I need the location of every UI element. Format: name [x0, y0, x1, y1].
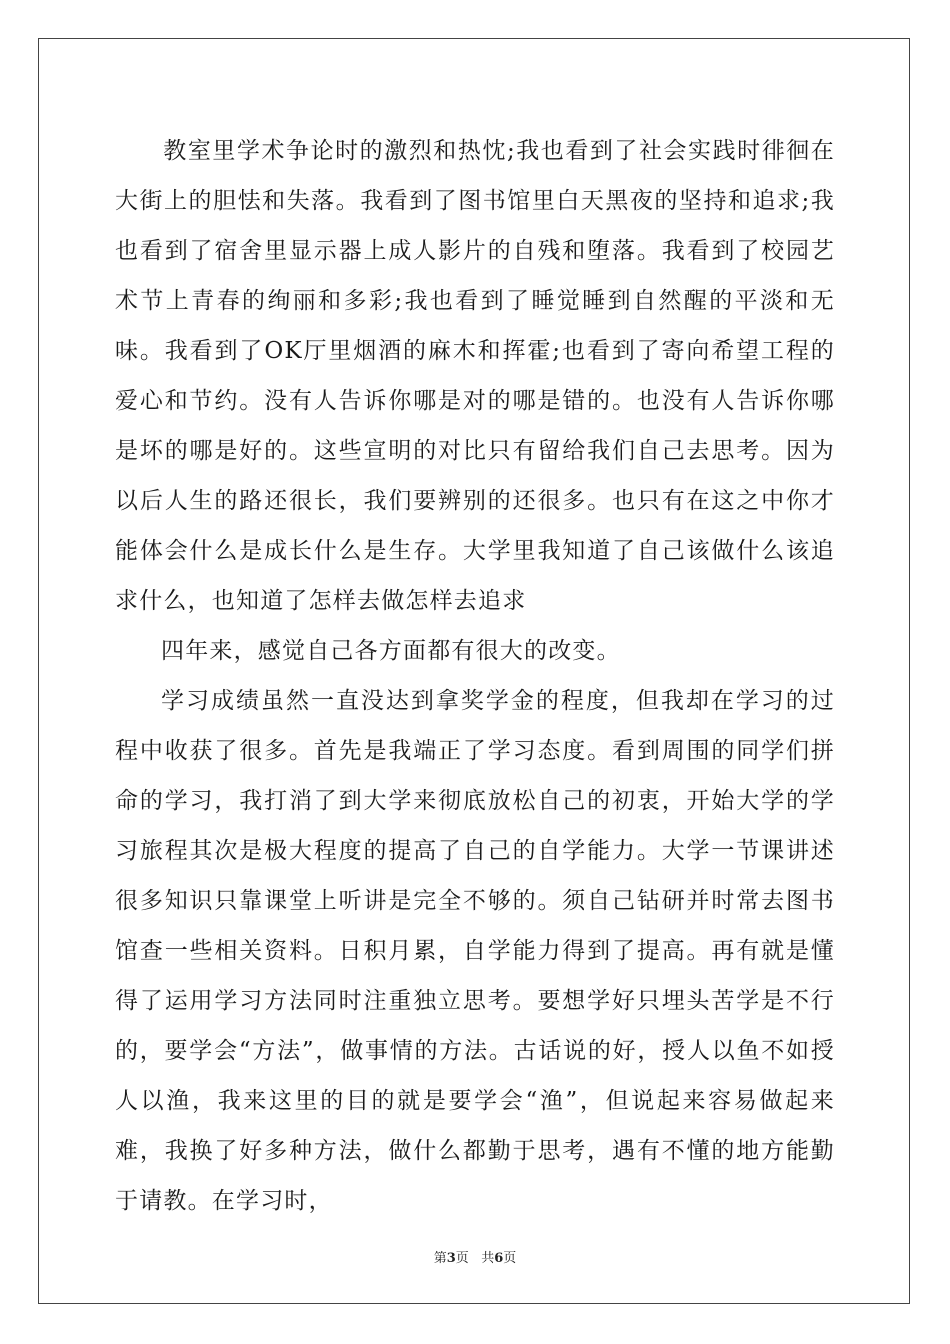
footer-total-pages: 6	[494, 1251, 504, 1266]
footer-page-number: 3	[446, 1251, 456, 1266]
footer-page-prefix: 第	[433, 1251, 447, 1266]
footer-page-suffix: 页	[455, 1251, 469, 1266]
paragraph-1: 教室里学术争论时的激烈和热忱;我也看到了社会实践时徘徊在大街上的胆怯和失落。我看到了图书馆里白天黑夜的坚持和追求;我也看到了宿舍里显示器上成人影片的自残和堕落。我看到了校园艺术节上青春的绚丽和多彩;我也看到了睡觉睡到自然醒的平淡和无味。我看到了OK厅里烟酒的麻木和挥霍;也看到了寄向希望工程的爱心和节约。没有人告诉你哪是对的哪是错的。也没有人告诉你哪是坏的哪是好的。这些宣明的对比只有留给我们自己去思考。因为以后人生的路还很长，我们要辨别的还很多。也只有在这之中你才能体会什么是成长什么是生存。大学里我知道了自己该做什么该追求什么，也知道了怎样去做怎样去追求	[115, 138, 835, 614]
page-footer	[0, 1247, 950, 1266]
paragraph-2: 四年来，感觉自己各方面都有很大的改变。	[161, 638, 621, 664]
paragraph-3: 学习成绩虽然一直没达到拿奖学金的程度，但我却在学习的过程中收获了很多。首先是我端正了学习态度。看到周围的同学们拼命的学习，我打消了到大学来彻底放松自己的初衷，开始大学的学习旅程其次是极大程度的提高了自己的自学能力。大学一节课讲述很多知识只靠课堂上听讲是完全不够的。须自己钻研并时常去图书馆查一些相关资料。日积月累，自学能力得到了提高。再有就是懂得了运用学习方法同时注重独立思考。要想学好只埋头苦学是不行的，要学会“方法”，做事情的方法。古话说的好，授人以鱼不如授人以渔，我来这里的目的就是要学会“渔”，但说起来容易做起来难，我换了好多种方法，做什么都勤于思考，遇有不懂的地方能勤于请教。在学习时，	[115, 688, 835, 1214]
document-body	[115, 126, 835, 1226]
footer-total-suffix: 页	[503, 1251, 517, 1266]
footer-total-prefix: 共	[481, 1251, 495, 1266]
